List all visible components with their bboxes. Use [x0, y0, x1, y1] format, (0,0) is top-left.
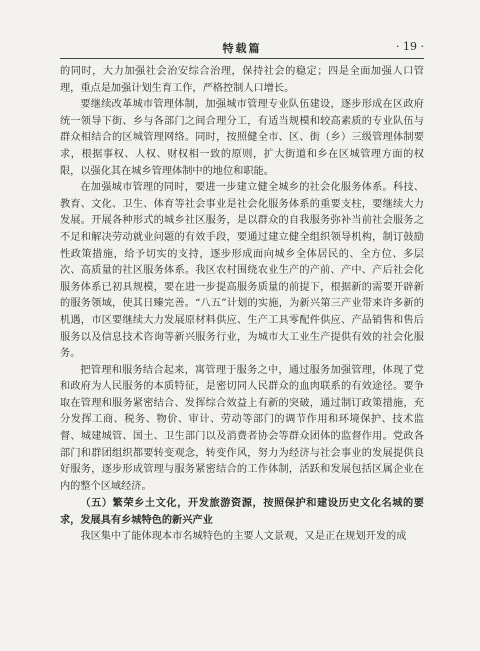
section-title: 特载篇 — [222, 42, 262, 55]
paragraph: 在加强城市管理的同时，要进一步建立健全城乡的社会化服务体系。科技、教育、文化、卫生、体育等社会事业是社会化服务体系的重要支柱，要继续大力发展。开展各种形式的城乡社区服务，是以群众的自我服务弥补当前社会服务之不足和解决劳动就业问题的有效手段，要通过建立健全组织领导机构，制订鼓励性政策措施，给予切实的支持，逐步形成面向城乡全体居民的、全方位、多层次、高质量的社区服务体系。我区农村围绕农业生产的产前、产中、产后社会化服务体系已初具规模，要在进一步提高服务质量的前提下，根据新的需要开辟新的服务领域，使其日臻完善。“八五”计划的实施，为新兴第三产业带来许多新的机遇，市区要继续大力发展原材料供应、生产工具零配件供应、产品销售和售后服务以及信息技术咨询等新兴服务行业，为城市大工业生产提供有效的社会化服务。 — [60, 182, 424, 360]
paragraph: 要继续改革城市管理体制，加强城市管理专业队伍建设，逐步形成在区政府统一领导下街、乡与各部门之间合理分工，有适当规模和较高素质的专业队伍与群众相结合的区城管理网络。同时，按照健全市、区、街（乡）三级管理体制要求，根据事权、人权、财权相一致的原则，扩大街道和乡在区城管理方面的权限，以强化其在城乡管理体制中的地位和职能。 — [60, 99, 424, 177]
running-header — [60, 38, 424, 59]
subheading: （五）繁荣乡土文化，开发旅游资源，按照保护和建设历史文化名城的要求，发展具有乡城特色的新兴产业 — [60, 497, 424, 527]
paragraph: 我区集中了能体现本市名城特色的主要人文景观，又是正在规划开发的成 — [80, 530, 407, 542]
paragraph: 的同时，大力加强社会治安综合治理，保持社会的稳定；四是全面加强人口管理，重点是加强计划生育工作，严格控制人口增长。 — [60, 66, 424, 94]
paragraph: 把管理和服务结合起来，寓管理于服务之中，通过服务加强管理，体现了党和政府为人民服务的本质特征，是密切同人民群众的血肉联系的有效途径。要争取在管理和服务紧密结合、发挥综合效益上有新的突破，通过制订政策措施，充分发挥工商、税务、物价、审计、劳动等部门的调节作用和环境保护、技术监督、城建城管、国土、卫生部门以及消费者协会等群众团体的监督作用。党政各部门和群团组织都要转变观念，转变作风，努力为经济与社会事业的发展提供良好服务，逐步形成管理与服务紧密结合的工作体制，活跃和发展包括区属企业在内的整个区域经济。 — [60, 364, 424, 492]
page-number: · 19 · — [396, 40, 424, 53]
body-text — [60, 64, 424, 545]
